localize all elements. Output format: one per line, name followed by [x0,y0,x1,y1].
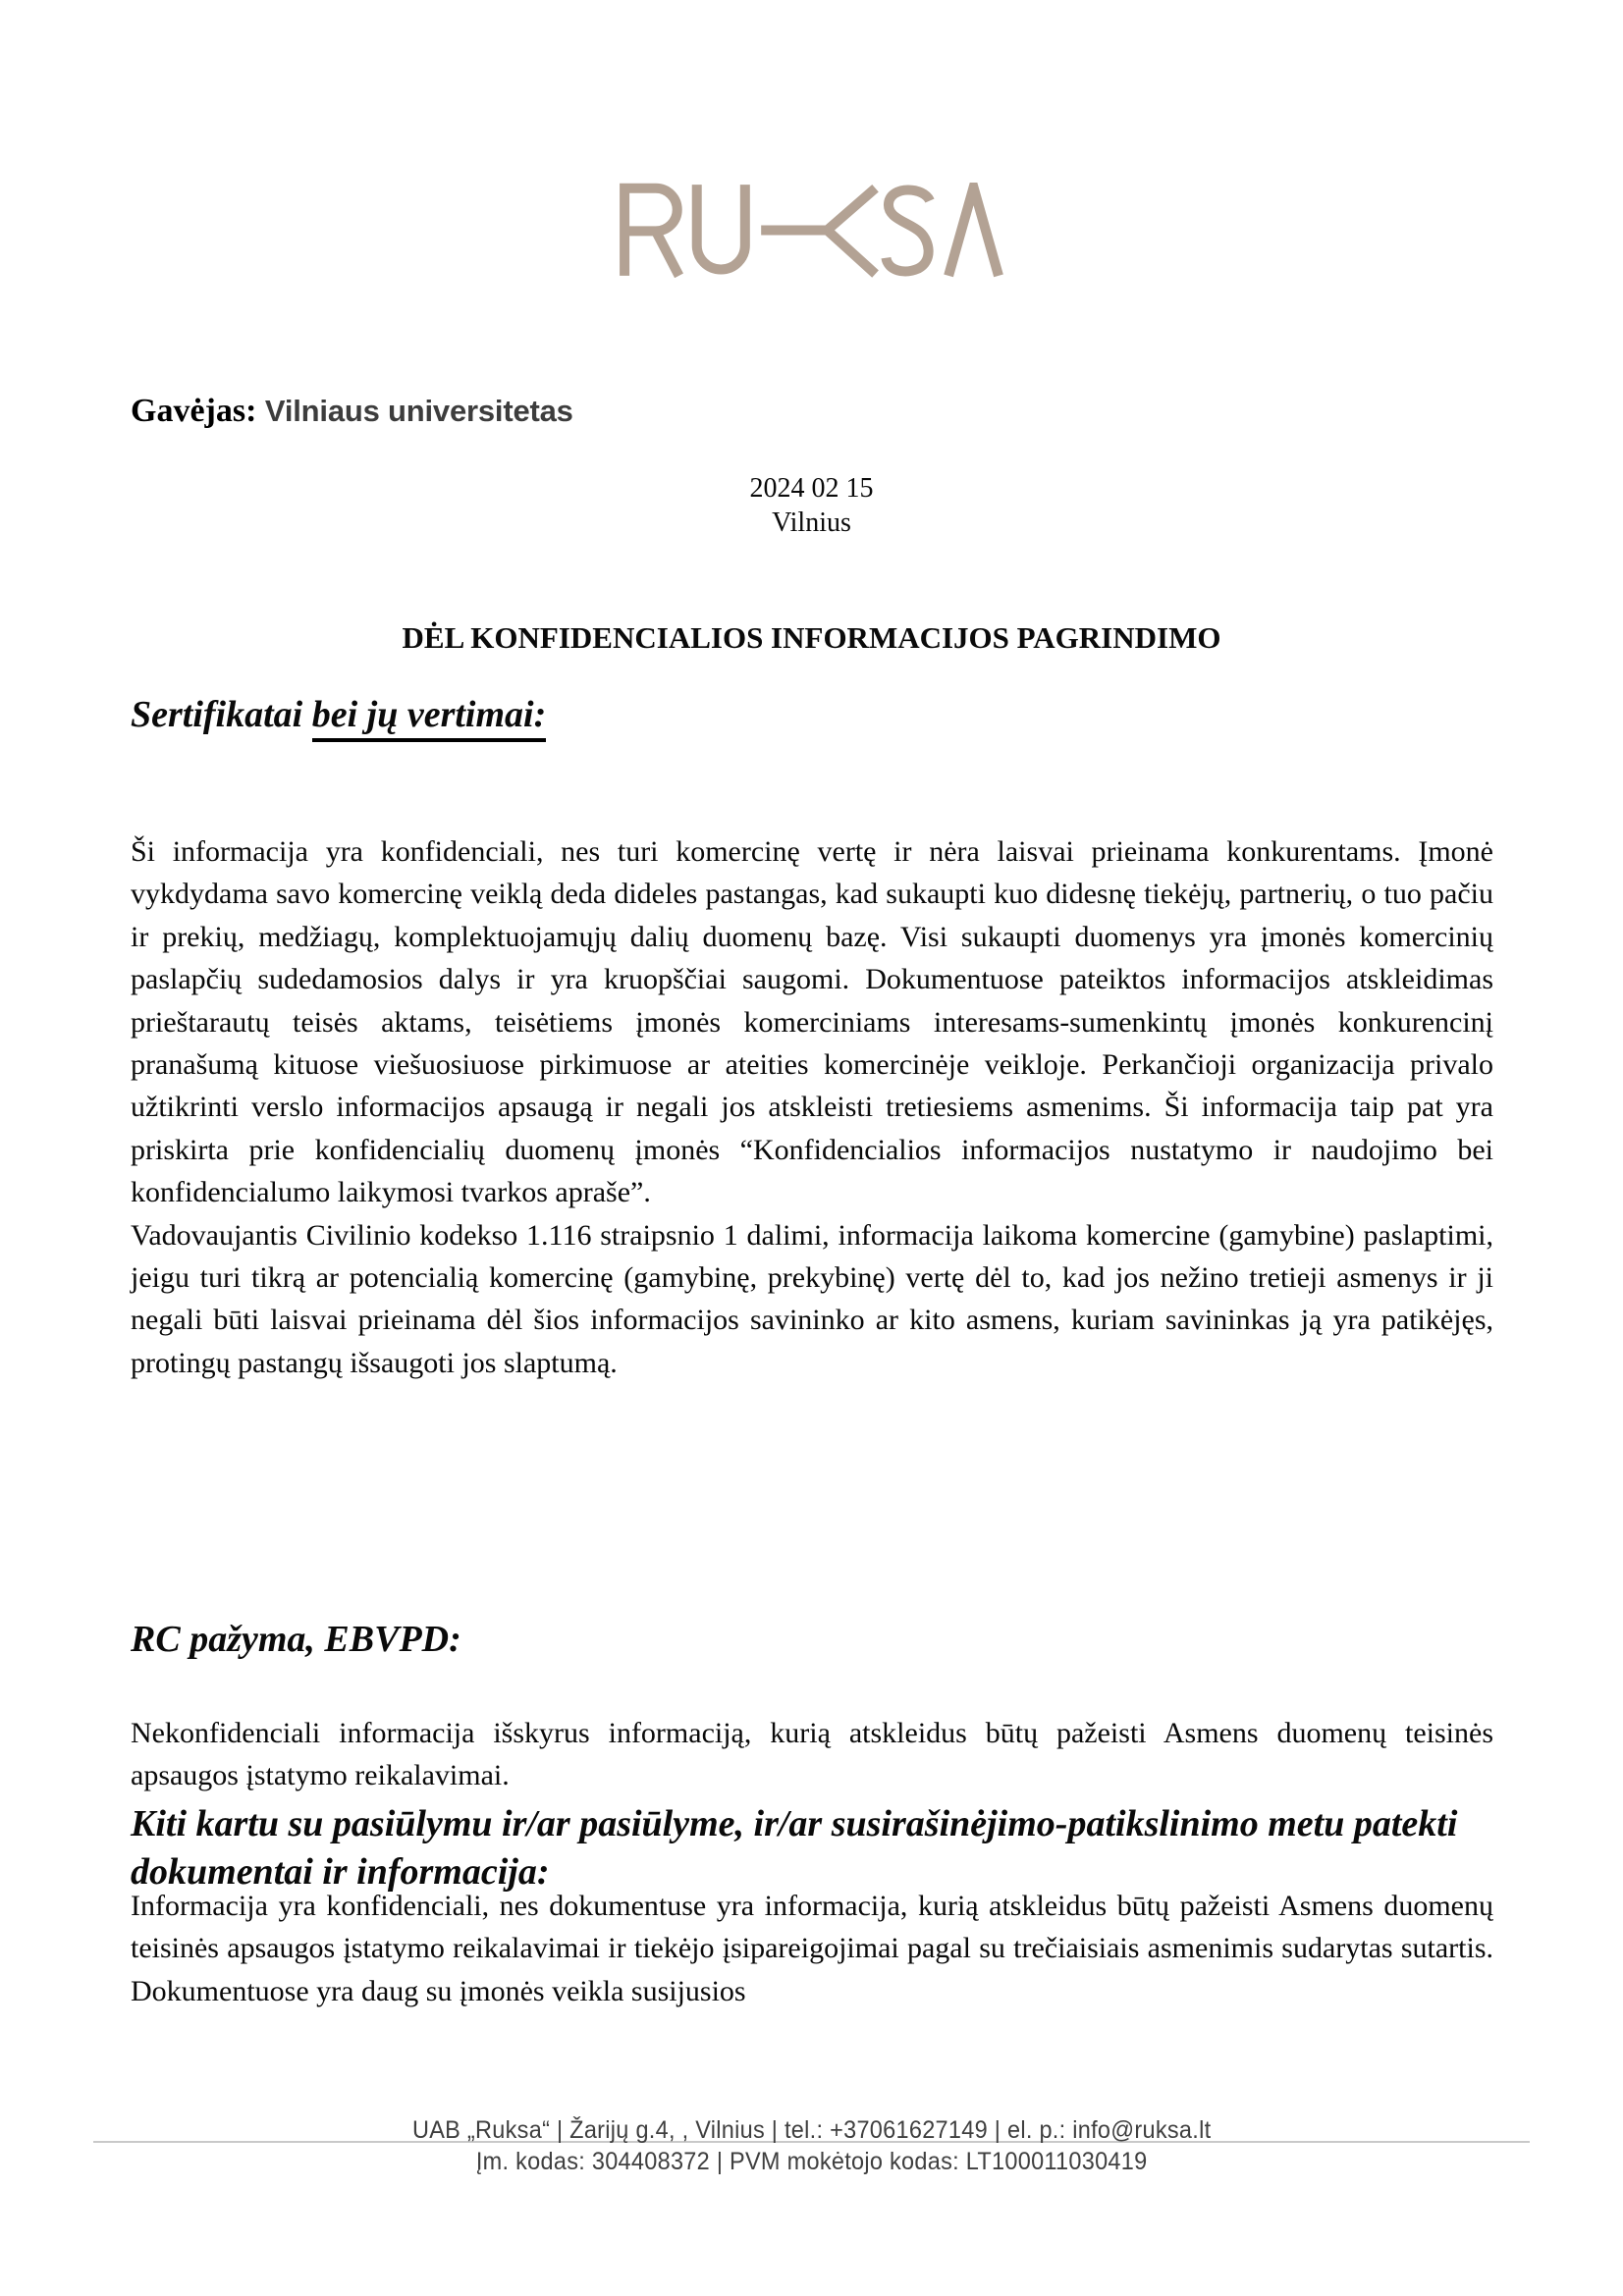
heading-certificates-underlined: bei jų vertimai: [312,694,547,742]
other-documents-body [131,1885,1493,2012]
rc-body [131,1712,1493,1797]
footer-codes-line [0,2148,1623,2176]
heading-rc: RC pažyma, EBVPD: [131,1619,461,1660]
recipient-label: Gavėjas: [131,393,257,429]
document-title: DĖL KONFIDENCIALIOS INFORMACIJOS PAGRINDIMO [402,620,1221,655]
other-documents-paragraph: Informacija yra konfidenciali, nes dokumentuse yra informacija, kurią atskleidus būtų pažeisti Asmens duomenų teisinės apsaugos įstatymo reikalavimai ir tiekėjo įsipareigojimai pagal su trečiaisiais asmenimis sudarytas sutartis. Dokumentuose yra daug su įmonės veikla susijusios [131,1890,1493,2007]
recipient-value: Vilniaus universitetas [264,394,573,428]
footer-codes-text: Įm. kodas: 304408372 | PVM mokėtojo kodas: LT100011030419 [475,2148,1148,2175]
footer-contact-line [0,2116,1623,2145]
heading-certificates [131,691,1505,739]
place-text: Vilnius [772,507,851,538]
certificates-paragraph-2: Vadovaujantis Civilinio kodekso 1.116 straipsnio 1 dalimi, informacija laikoma komercine (gamybine) paslaptimi, jeigu turi tikrą ar potencialią komercinę (gamybinę, prekybinę) vertę dėl to, kad jos nežino tretieji asmenys ir ji negali būti laisvai prieinama dėl šios informacijos savininko ar kito asmens, kuriam savininkas ją yra patikėjęs, protingų pastangų išsaugoti jos slaptumą. [131,1218,1493,1379]
date-text: 2024 02 15 [749,473,874,504]
company-logo [0,183,1623,278]
certificates-body [131,830,1493,1384]
rc-paragraph: Nekonfidenciali informacija išskyrus informaciją, kurią atskleidus būtų pažeisti Asmens duomenų teisinės apsaugos įstatymo reikalavimai. [131,1717,1493,1792]
heading-certificates-plain: Sertifikatai [131,694,312,735]
certificates-paragraph-1: Ši informacija yra konfidenciali, nes turi komercinę vertę ir nėra laisvai prieinama konkurentams. Įmonė vykdydama savo komercinę veiklą deda dideles pastangas, kad sukaupti kuo didesnę tiekėjų, partnerių, o tuo pačiu ir prekių, medžiagų, komplektuojamųjų dalių duomenų bazę. Visi sukaupti duomenys yra įmonės komercinių paslapčių sudedamosios dalys ir yra kruopščiai saugomi. Dokumentuose pateiktos informacijos atskleidimas prieštarautų teisės aktams, teisėtiems įmonės komerciniams interesams-sumenkintų įmonės konkurencinį pranašumą kituose viešuosiuose pirkimuose ar ateities komercinėje veikloje. Perkančioji organizacija privalo užtikrinti verslo informacijos apsaugą ir negali jos atskleisti tretiesiems asmenims. Ši informacija taip pat yra priskirta prie konfidencialių duomenų įmonės “Konfidencialios informacijos nustatymo ir naudojimo bei konfidencialumo laikymosi tvarkos apraše”. [131,835,1493,1209]
dateline [0,471,1623,540]
heading-other-documents: Kiti kartu su pasiūlymu ir/ar pasiūlyme, ir/ar susirašinėjimo-patikslinimo metu patekti dokumentai ir informacija: [131,1803,1458,1893]
footer-contact-text: UAB „Ruksa“ | Žarijų g.4, , Vilnius | tel.: +37061627149 | el. p.: info@ruksa.lt [411,2116,1212,2144]
recipient-line [131,393,573,430]
ruksa-logo-icon [616,183,1008,278]
